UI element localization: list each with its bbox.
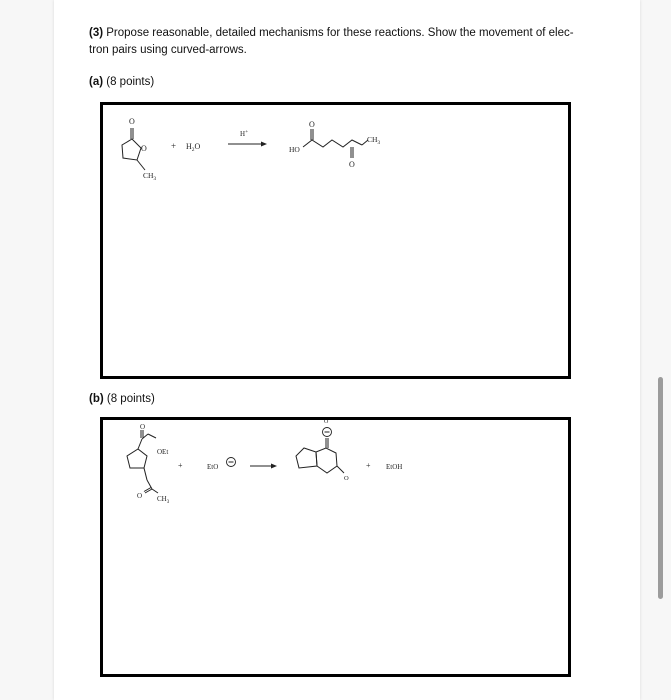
ester-carbonyl-o: O (140, 423, 146, 431)
reaction-arrow-b-head (271, 464, 277, 469)
reaction-a-diagram (103, 105, 568, 376)
reaction-arrow-a-head (261, 142, 267, 147)
ethoxide: EtO (207, 463, 219, 471)
question-prompt-line1: Propose reasonable, detailed mechanisms for these reactions. Show the movement of elec- (106, 27, 574, 39)
water: $H_2O$ (186, 142, 201, 153)
plus-sign-b1: + (178, 461, 183, 470)
part-b-letter: (b) (89, 393, 104, 405)
negative-charge-icon (227, 458, 236, 467)
vertical-scrollbar[interactable] (658, 377, 663, 599)
part-a-points: (8 points) (106, 76, 155, 88)
product-methyl: $CH_3$ (367, 135, 381, 146)
ring-oxygen: O (141, 144, 147, 153)
reactant-carbonyl-o: O (129, 117, 135, 126)
reaction-b-diagram (103, 420, 568, 674)
product-carbonyl-o-top: O (309, 120, 315, 129)
plus-sign-b2: + (366, 461, 371, 470)
product-carbonyl-o-bottom: O (349, 160, 355, 169)
question-number: (3) (89, 27, 104, 39)
answer-box-a[interactable] (100, 102, 571, 379)
enolate-charge-icon (323, 428, 332, 437)
part-b-points: (8 points) (106, 393, 155, 405)
part-a-label (89, 76, 154, 88)
plus-sign-a: + (171, 141, 177, 151)
reactant-b-methyl: $CH_3$ (157, 495, 170, 505)
product-b-o-right: O (344, 475, 349, 482)
ketone-o: O (137, 492, 143, 500)
product-hydroxyl: HO (289, 145, 300, 154)
product-b-o-top: O (324, 420, 329, 425)
acid-catalyst: H+ (240, 129, 249, 138)
methyl-bond (137, 160, 145, 170)
question-prompt-line2: tron pairs using curved-arrows. (89, 44, 247, 56)
question-prompt (89, 25, 589, 59)
part-b-label (89, 393, 155, 405)
reactant-methyl: $CH_3$ (143, 171, 157, 182)
ethoxy-group: OEt (157, 448, 169, 456)
product-chain-a (303, 129, 368, 158)
part-a-letter: (a) (89, 76, 104, 88)
product-bicycle (296, 438, 344, 473)
reactant-diester (127, 430, 158, 493)
ethanol: EtOH (386, 463, 403, 471)
answer-box-b[interactable] (100, 417, 571, 677)
ring-bonds (122, 139, 141, 160)
